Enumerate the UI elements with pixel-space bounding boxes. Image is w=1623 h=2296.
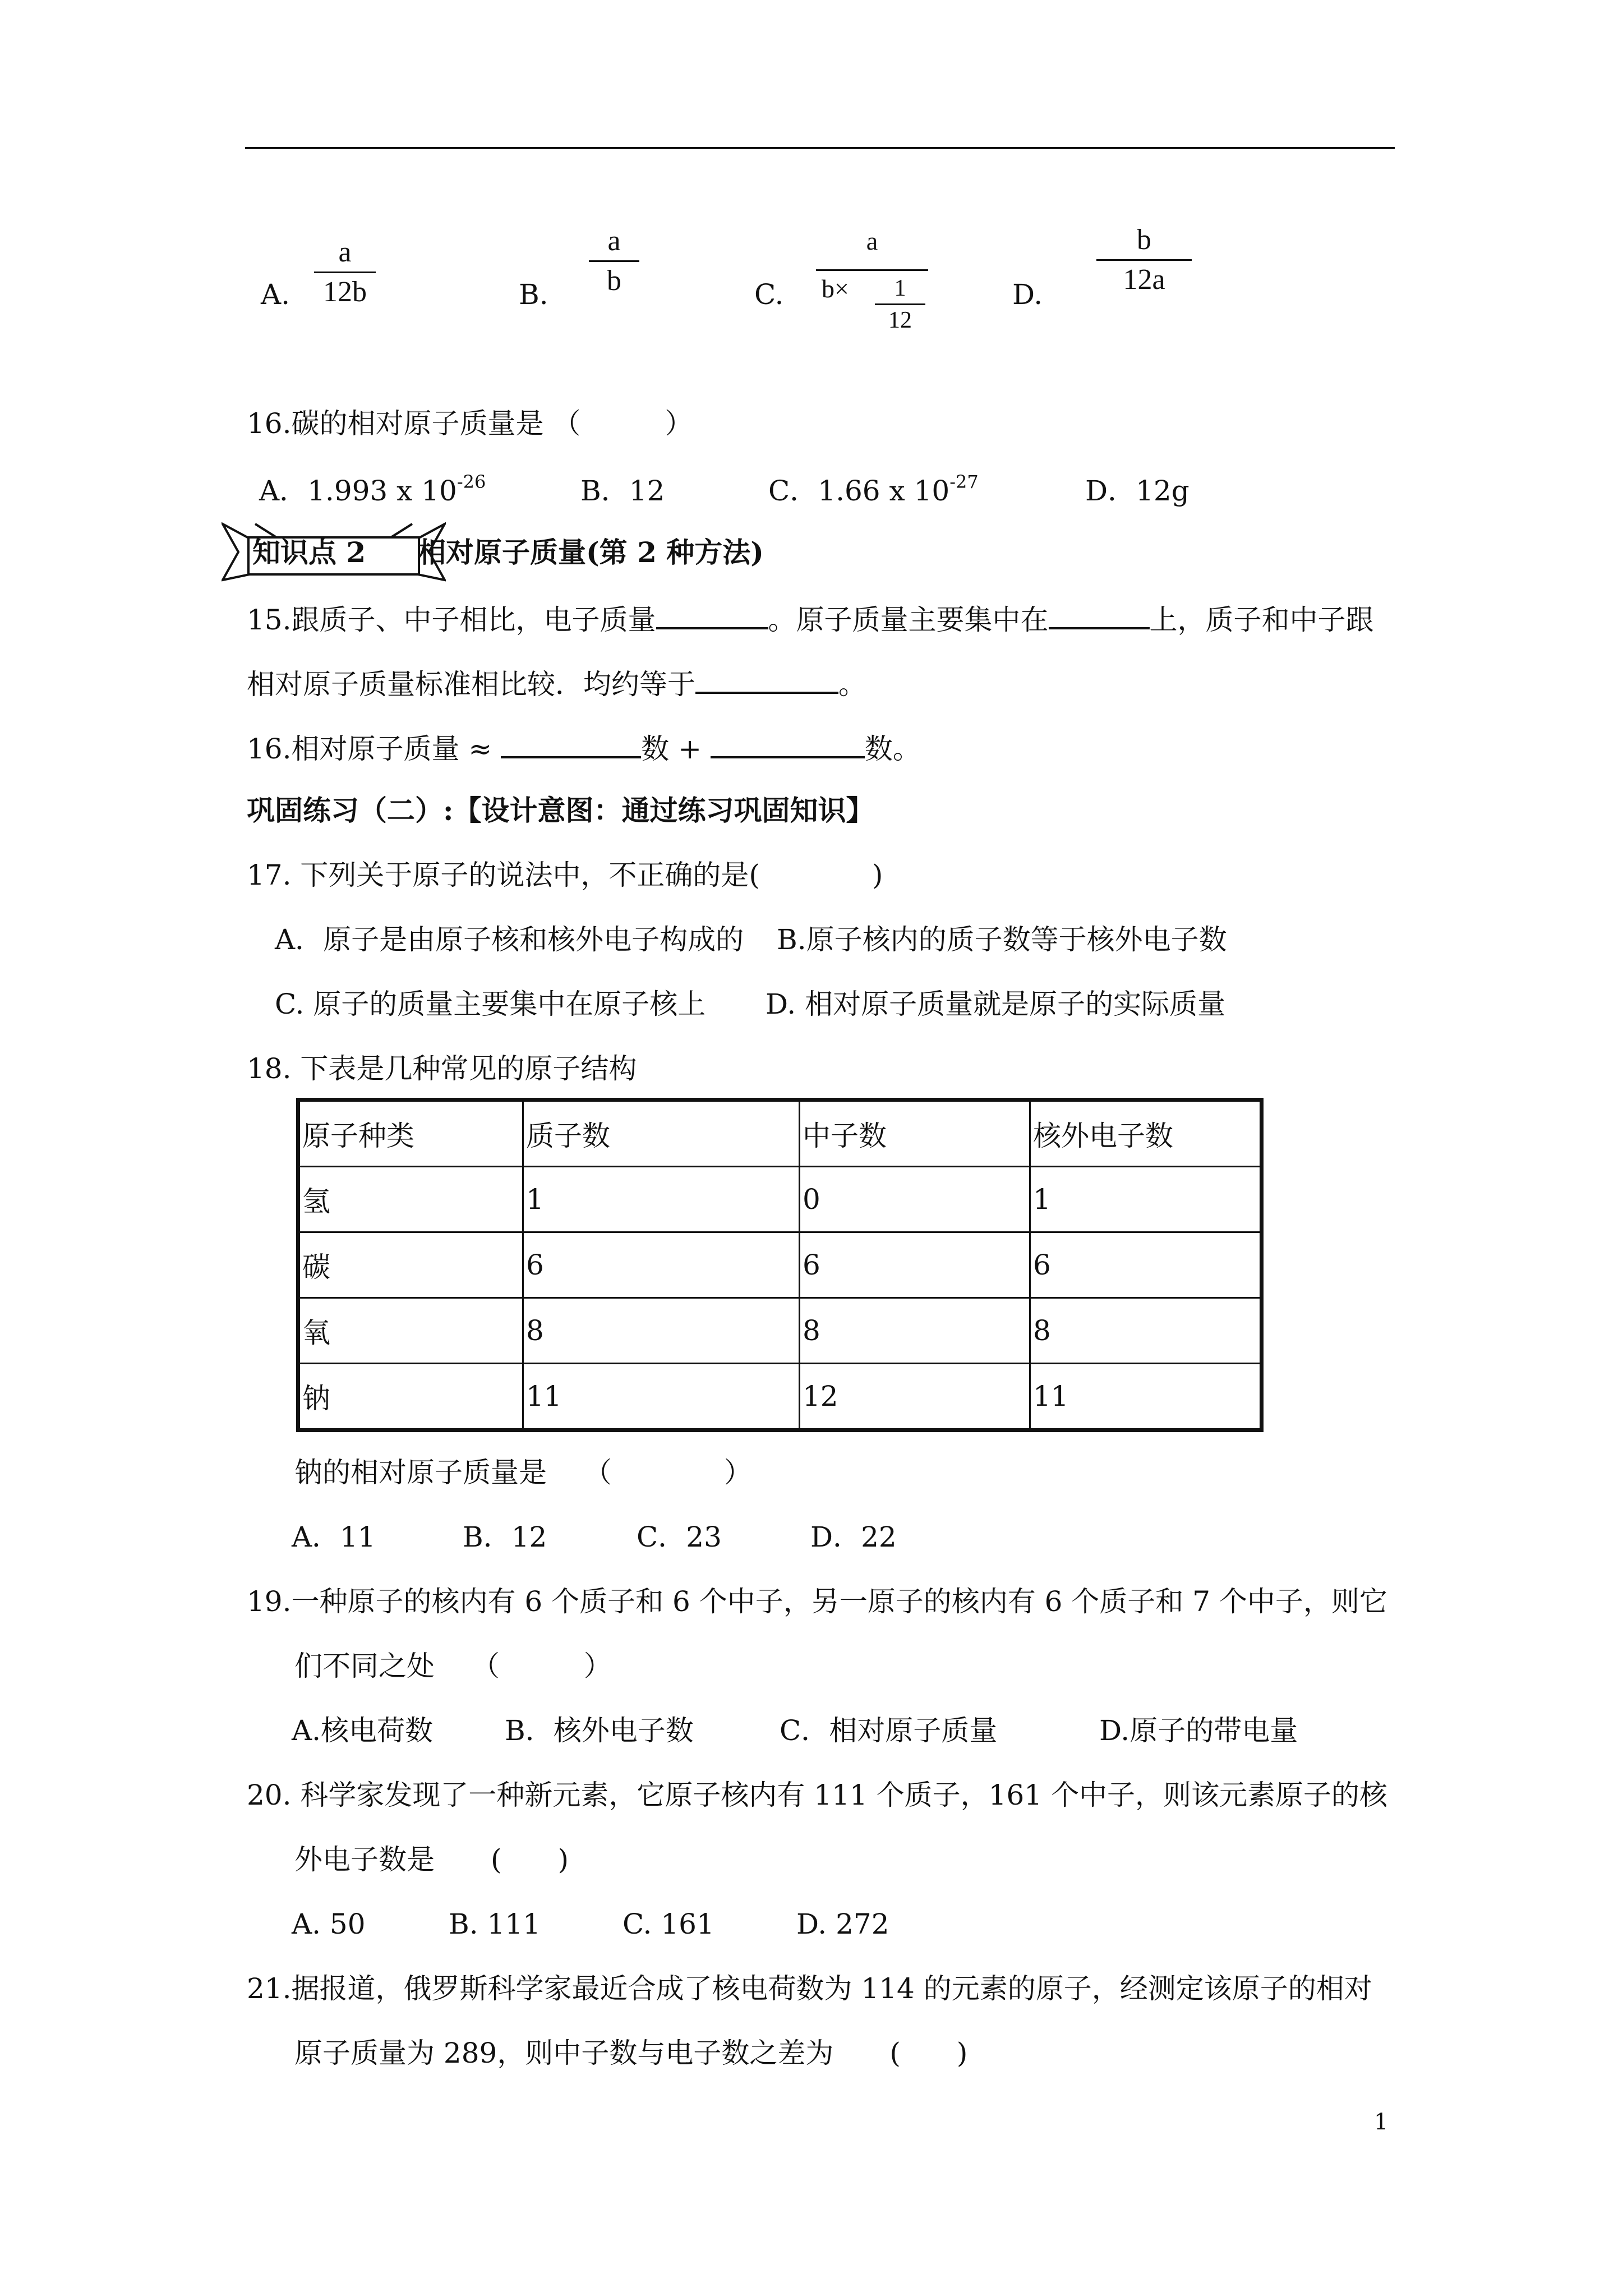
option-d-fraction [1096,223,1192,297]
header-rule [245,147,1395,149]
table-cell: 8 [800,1298,1030,1364]
q17-option-d: D. 相对原子质量就是原子的实际质量 [766,988,1226,1020]
option-c-numerator: a [866,227,878,255]
page-number: 1 [1374,2109,1389,2135]
practice-heading: 巩固练习（二）:【设计意图：通过练习巩固知识】 [247,794,874,827]
q18-question: 钠的相对原子质量是 （ ） [294,1456,752,1489]
table-cell: 钠 [298,1364,523,1430]
atom-structure-table [296,1098,1264,1432]
blank-4[interactable] [501,729,641,758]
q20-line2: 外电子数是 ( ) [294,1843,569,1876]
table-row [298,1364,1262,1430]
q20-option-c: C. 161 [623,1908,714,1940]
q16a-option-c: C．1.66 x $10^{-27}$ [768,471,979,507]
q19-option-a: A.核电荷数 [292,1714,434,1747]
blank-5[interactable] [711,729,865,758]
table-cell: 氢 [298,1167,523,1232]
q18-option-b: B．12 [463,1521,547,1553]
blank-3[interactable] [695,665,838,694]
option-c-inner-numerator: 1 [894,275,906,301]
option-c-inner-denominator: 12 [888,307,912,333]
option-a-numerator: a [338,236,352,268]
q16b-line: 16.相对原子质量 ≈ 数 + 数。 [247,729,921,766]
blank-2[interactable] [1049,600,1150,629]
option-c-label: C. [754,278,784,311]
table-cell: 碳 [298,1232,523,1298]
table-header-cell: 核外电子数 [1030,1100,1262,1167]
table-cell: 0 [800,1167,1030,1232]
q18-option-a: A．11 [292,1521,376,1553]
q19-line2: 们不同之处 （ ） [294,1650,612,1682]
table-cell: 12 [800,1364,1030,1430]
table-header-cell: 质子数 [523,1100,800,1167]
q16a-option-c-exponent: -27 [949,471,979,493]
table-header-row [298,1100,1262,1167]
table-cell: 氧 [298,1298,523,1364]
q21-line2: 原子质量为 289，则中子数与电子数之差为 ( ) [294,2037,968,2069]
option-b-numerator: a [607,225,621,257]
q15b-line2: 相对原子质量标准相比较．均约等于 。 [247,665,866,701]
option-b-denominator: b [607,265,621,297]
q19-option-c: C．相对原子质量 [780,1714,998,1747]
q16a-option-b: B．12 [580,475,665,507]
blank-1[interactable] [656,600,768,629]
table-row [298,1232,1262,1298]
q20-option-a: A. 50 [292,1908,366,1940]
table-cell: 1 [523,1167,800,1232]
q15b-line1: 15.跟质子、中子相比，电子质量 。原子质量主要集中在 上，质子和中子跟 [247,600,1374,637]
option-b-label: B. [519,278,548,311]
q18-stem: 18. 下表是几种常见的原子结构 [247,1052,637,1085]
section-tag: 知识点 2 [252,536,366,569]
table-row [298,1298,1262,1364]
q20-option-b: B. 111 [449,1908,541,1940]
table-header-cell: 中子数 [800,1100,1030,1167]
table-row [298,1167,1262,1232]
q16a-stem: 16.碳的相对原子质量是 （ ） [247,407,693,440]
table-cell: 8 [523,1298,800,1364]
option-a-denominator: 12b [323,276,367,308]
table-cell: 11 [1030,1364,1262,1430]
q17-option-c: C. 原子的质量主要集中在原子核上 [275,988,706,1020]
q19-option-d: D.原子的带电量 [1099,1714,1298,1747]
table-cell: 6 [523,1232,800,1298]
option-a-label: A. [261,278,291,311]
option-c-fraction [816,224,928,346]
option-c-inner-fraction [875,273,925,335]
q20-line1: 20. 科学家发现了一种新元素，它原子核内有 111 个质子，161 个中子，则该元素原子的核 [247,1779,1387,1811]
section-title: 相对原子质量(第 2 种方法) [418,536,764,569]
option-c-denominator-prefix: b× [822,274,849,303]
option-d-denominator: 12a [1123,264,1165,296]
option-d-label: D. [1012,278,1043,311]
option-b-fraction [589,224,639,298]
q16a-option-d: D．12g [1085,475,1189,507]
table-cell: 8 [1030,1298,1262,1364]
q16a-option-a-exponent: -26 [457,471,486,493]
table-cell: 6 [800,1232,1030,1298]
q19-line1: 19.一种原子的核内有 6 个质子和 6 个中子，另一原子的核内有 6 个质子和 7 个中子，则它 [247,1585,1387,1618]
q20-option-d: D. 272 [796,1908,889,1940]
q18-option-c: C．23 [637,1521,722,1553]
table-cell: 11 [523,1364,800,1430]
table-cell: 6 [1030,1232,1262,1298]
q16a-option-a: A．1.993 x $10^{-26}$ [259,471,486,507]
q17-option-b: B.原子核内的质子数等于核外电子数 [777,923,1227,956]
option-a-fraction [314,236,376,309]
table-header-cell: 原子种类 [298,1100,523,1167]
option-d-numerator: b [1137,224,1151,256]
q17-stem: 17. 下列关于原子的说法中，不正确的是( ) [247,859,883,891]
q21-line1: 21.据报道，俄罗斯科学家最近合成了核电荷数为 114 的元素的原子，经测定该原子的相对 [247,1972,1372,2005]
q19-option-b: B．核外电子数 [505,1714,694,1747]
table-cell: 1 [1030,1167,1262,1232]
q17-option-a: A．原子是由原子核和核外电子构成的 [275,923,744,956]
q18-option-d: D．22 [810,1521,897,1553]
